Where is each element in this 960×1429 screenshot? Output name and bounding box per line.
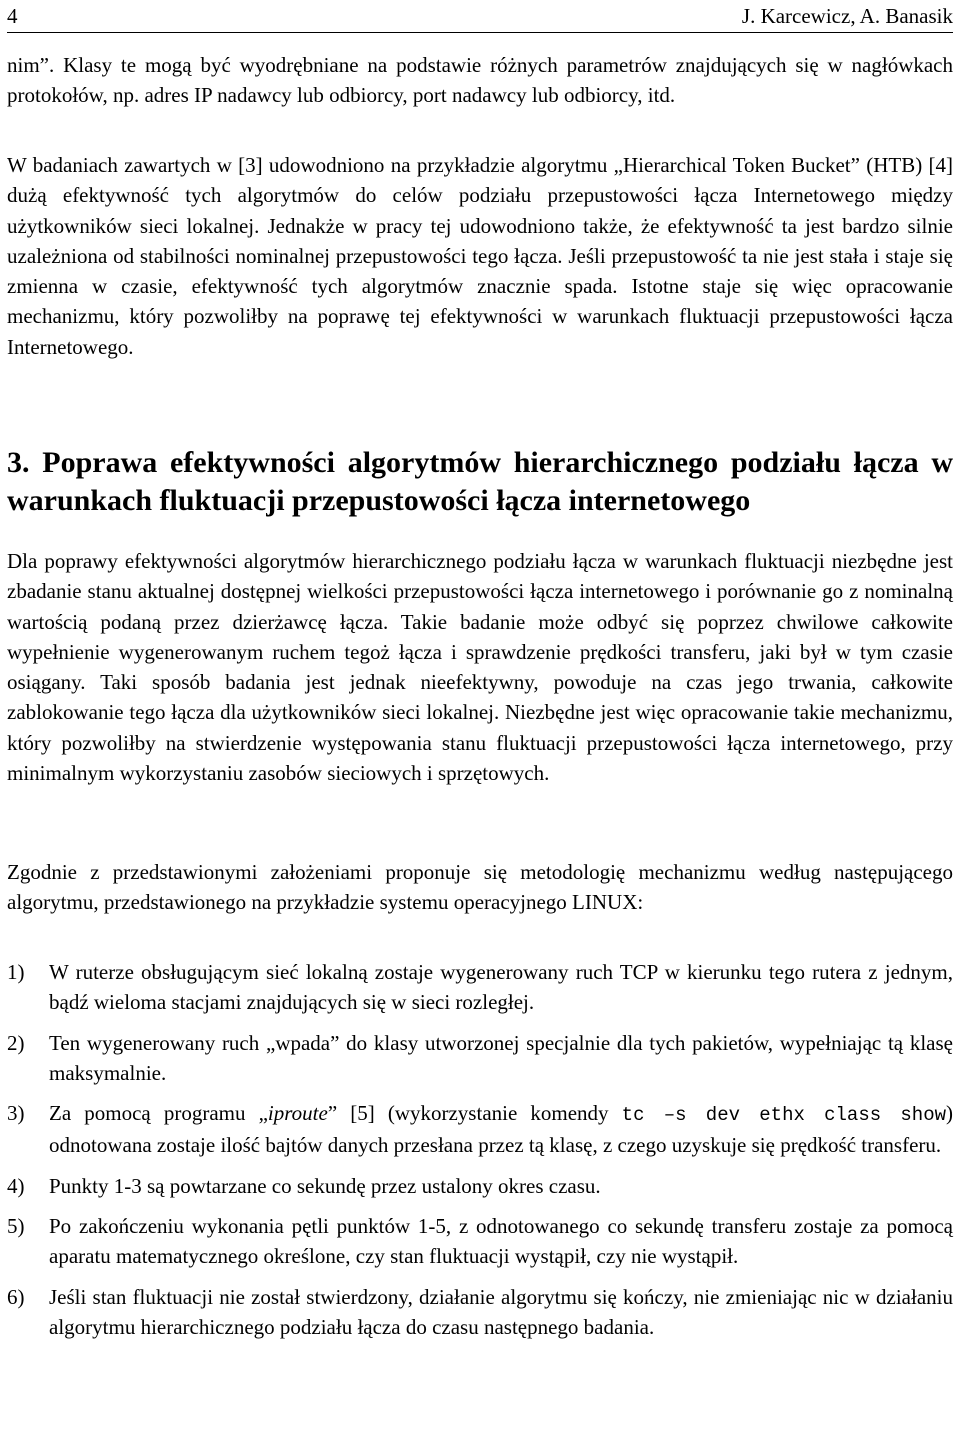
step-number: 2)	[7, 1030, 25, 1055]
step-text: Jeśli stan fluktuacji nie został stwierdzony, działanie algorytmu się kończy, nie zmieniając nic w działaniu algorytmu hierarchicznego podziału łącza do czasu następnego badania.	[49, 1284, 953, 1339]
step-text: Punkty 1-3 są powtarzane co sekundę przez ustalony okres czasu.	[49, 1173, 601, 1198]
list-item	[7, 1098, 953, 1161]
paragraph-method: Zgodnie z przedstawionymi założeniami proponuje się metodologię mechanizmu według następującego algorytmu, przedstawionego na przykładzie systemu operacyjnego LINUX:	[7, 860, 953, 915]
step-number: 5)	[7, 1214, 25, 1239]
step-text: Ten wygenerowany ruch „wpada” do klasy utworzonej specjalnie dla tych pakietów, wypełniając tą klasę maksymalnie.	[49, 1030, 953, 1085]
section-title: Poprawa efektywności algorytmów hierarchicznego podziału łącza w warunkach fluktuacji przepustowości łącza internetowego	[7, 446, 953, 517]
paragraph-htb: W badaniach zawartych w [3] udowodniono na przykładzie algorytmu „Hierarchical Token Bucket” (HTB) [4] dużą efektywność tych algorytmów do celów podziału przepustowości łącza Internetowego między użytkowników sieci lokalnej. Jednakże w pracy tej udowodniono także, że efektywność ta jest bardzo silnie uzależniona od stabilności nominalnej przepustowości tego łącza. Jeśli przepustowość ta nie jest stała i staje się zmienna w czasie, efektywność tych algorytmów znacznie spada. Istotne staje się więc opracowanie mechanizmu, który pozwoliłby na poprawę tej efektywności w warunkach fluktuacji przepustowości łącza Internetowego.	[7, 153, 953, 359]
step-number: 3)	[7, 1101, 25, 1126]
paragraph-continuation: nim”. Klasy te mogą być wyodrębniane na podstawie różnych parametrów znajdujących się w nagłówkach protokołów, np. adres IP nadawcy lub odbiorcy, port nadawcy lub odbiorcy, itd.	[7, 53, 953, 108]
step-text: Po zakończeniu wykonania pętli punktów 1-5, z odnotowanego co sekundę transferu zostaje za pomocą aparatu matematycznego określone, czy stan fluktuacji wystąpił, czy nie wystąpił.	[49, 1214, 953, 1269]
step-number: 6)	[7, 1284, 25, 1309]
program-name: iproute	[267, 1101, 328, 1126]
step-text: W ruterze obsługującym sieć lokalną zostaje wygenerowany ruch TCP w kierunku tego rutera z jednym, bądź wieloma stacjami znajdujących się w sieci rozległej.	[49, 960, 953, 1015]
page-number: 4	[7, 4, 18, 28]
command-code: tc –s dev ethx class show	[621, 1104, 947, 1127]
section-heading	[7, 444, 953, 520]
step-text-mid: ” [5] (wykorzystanie komendy	[327, 1101, 622, 1126]
list-item	[7, 1211, 953, 1272]
list-item	[7, 1282, 953, 1343]
step-text-pre: Za pomocą programu „	[49, 1101, 268, 1126]
step-text-post: ) odnotowana zostaje ilość bajtów danych przesłana przez tą klasę, z czego uzyskuje się prędkość transferu.	[49, 1101, 954, 1158]
algorithm-steps	[7, 957, 953, 1352]
step-number: 1)	[7, 960, 25, 984]
list-item	[7, 1171, 953, 1201]
step-number: 4)	[7, 1173, 25, 1198]
section-number: 3.	[7, 446, 30, 479]
running-header-authors: J. Karcewicz, A. Banasik	[741, 4, 953, 28]
list-item	[7, 1028, 953, 1089]
running-header	[7, 0, 953, 33]
paragraph-intro: Dla poprawy efektywności algorytmów hierarchicznego podziału łącza w warunkach fluktuacji niezbędne jest zbadanie stanu aktualnej dostępnej wielkości przepustowości łącza internetowego i porównanie go z nominalną wartością podaną przez dzierżawcę łącza. Takie badanie może odbyć się poprzez chwilowe całkowite wypełnienie wygenerowanym ruchem tegoż łącza i sprawdzenie prędkości transferu, jaki był w tym czasie osiągany. Taki sposób badania jest jednak nieefektywny, powoduje na czas jego trwania, całkowite zablokowanie tego łącza dla użytkowników sieci lokalnej. Niezbędne jest więc opracowanie takie mechanizmu, który pozwoliłby na stwierdzenie występowania stanu fluktuacji przepustowości łącza internetowego, przy minimalnym wykorzystaniu zasobów sieciowych i sprzętowych.	[7, 549, 953, 786]
list-item	[7, 957, 953, 1018]
